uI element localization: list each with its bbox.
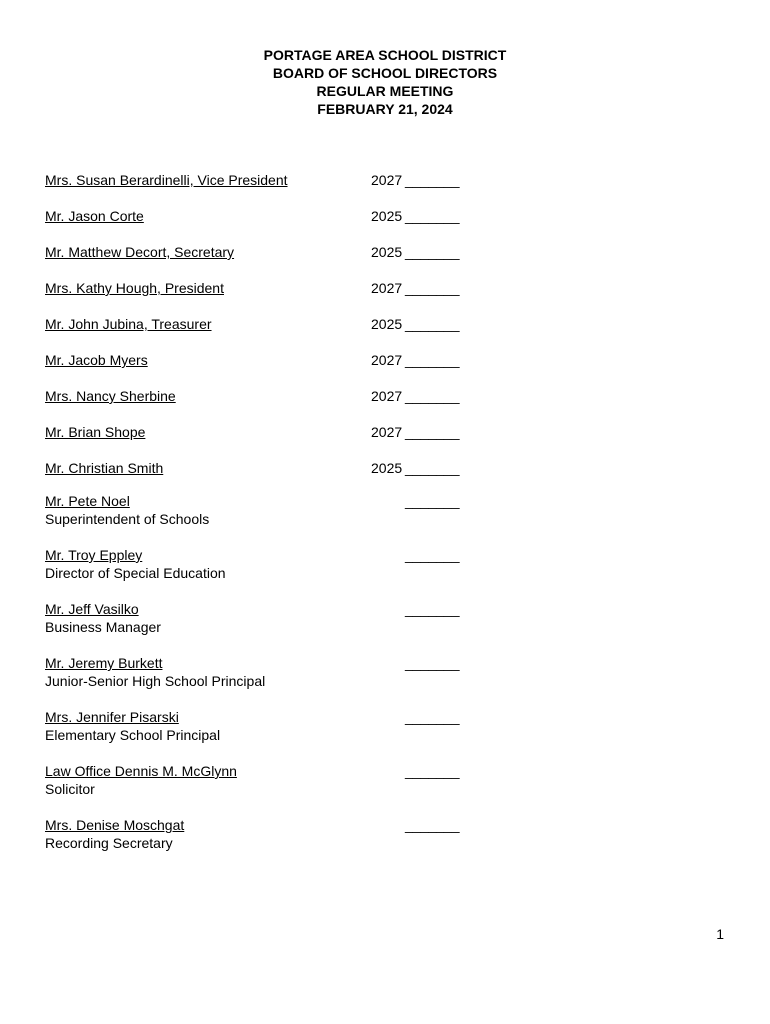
attendance-blank: _______ (405, 601, 460, 617)
staff-name: Mrs. Denise Moschgat (45, 817, 185, 833)
staff-name: Mr. Jeremy Burkett (45, 655, 163, 671)
term-year: 2025 (371, 316, 403, 332)
staff-title: Business Manager (45, 619, 161, 635)
term-year: 2027 (371, 424, 403, 440)
board-name: BOARD OF SCHOOL DIRECTORS (272, 65, 498, 81)
member-name: Mrs. Nancy Sherbine (45, 388, 176, 404)
attendance-blank: _______ (405, 424, 460, 440)
board-member-row (45, 171, 475, 207)
member-name: Mr. Brian Shope (45, 424, 146, 440)
attendance-blank: _______ (405, 460, 460, 476)
attendance-blank: _______ (405, 208, 460, 224)
board-member-roster (45, 171, 475, 495)
staff-row (45, 600, 475, 654)
staff-roster (45, 492, 475, 870)
staff-row (45, 546, 475, 600)
board-member-row (45, 351, 475, 387)
staff-title: Elementary School Principal (45, 727, 221, 743)
staff-name: Mr. Jeff Vasilko (45, 601, 139, 617)
member-name: Mr. Matthew Decort, Secretary (45, 244, 235, 260)
attendance-blank: _______ (405, 244, 460, 260)
attendance-blank: _______ (405, 547, 460, 563)
attendance-blank: _______ (405, 709, 460, 725)
staff-row (45, 816, 475, 870)
term-year: 2025 (371, 244, 403, 260)
term-year: 2027 (371, 352, 403, 368)
staff-title: Director of Special Education (45, 565, 226, 581)
district-name: PORTAGE AREA SCHOOL DISTRICT (263, 47, 507, 63)
attendance-blank: _______ (405, 493, 460, 509)
attendance-blank: _______ (405, 280, 460, 296)
attendance-blank: _______ (405, 763, 460, 779)
board-member-row (45, 459, 475, 495)
board-member-row (45, 315, 475, 351)
board-member-row (45, 207, 475, 243)
staff-title: Junior-Senior High School Principal (45, 673, 266, 689)
staff-name: Mr. Pete Noel (45, 493, 130, 509)
board-member-row (45, 387, 475, 423)
term-year: 2025 (371, 460, 403, 476)
attendance-blank: _______ (405, 817, 460, 833)
member-name: Mr. John Jubina, Treasurer (45, 316, 212, 332)
member-name: Mrs. Susan Berardinelli, Vice President (45, 172, 288, 188)
board-member-row (45, 243, 475, 279)
staff-name: Law Office Dennis M. McGlynn (45, 763, 237, 779)
staff-row (45, 762, 475, 816)
term-year: 2027 (371, 172, 403, 188)
document-header (0, 46, 770, 118)
term-year: 2027 (371, 388, 403, 404)
term-year: 2027 (371, 280, 403, 296)
board-member-row (45, 279, 475, 315)
staff-title: Recording Secretary (45, 835, 173, 851)
staff-row (45, 492, 475, 546)
meeting-date: FEBRUARY 21, 2024 (317, 101, 453, 117)
attendance-blank: _______ (405, 388, 460, 404)
member-name: Mr. Christian Smith (45, 460, 164, 476)
term-year: 2025 (371, 208, 403, 224)
member-name: Mr. Jacob Myers (45, 352, 148, 368)
member-name: Mr. Jason Corte (45, 208, 144, 224)
board-member-row (45, 423, 475, 459)
staff-name: Mr. Troy Eppley (45, 547, 143, 563)
attendance-blank: _______ (405, 172, 460, 188)
attendance-blank: _______ (405, 655, 460, 671)
staff-row (45, 654, 475, 708)
attendance-blank: _______ (405, 352, 460, 368)
meeting-type: REGULAR MEETING (316, 83, 454, 99)
page-number: 1 (716, 926, 724, 942)
staff-row (45, 708, 475, 762)
staff-title: Solicitor (45, 781, 95, 797)
staff-name: Mrs. Jennifer Pisarski (45, 709, 179, 725)
member-name: Mrs. Kathy Hough, President (45, 280, 224, 296)
staff-title: Superintendent of Schools (45, 511, 210, 527)
attendance-blank: _______ (405, 316, 460, 332)
